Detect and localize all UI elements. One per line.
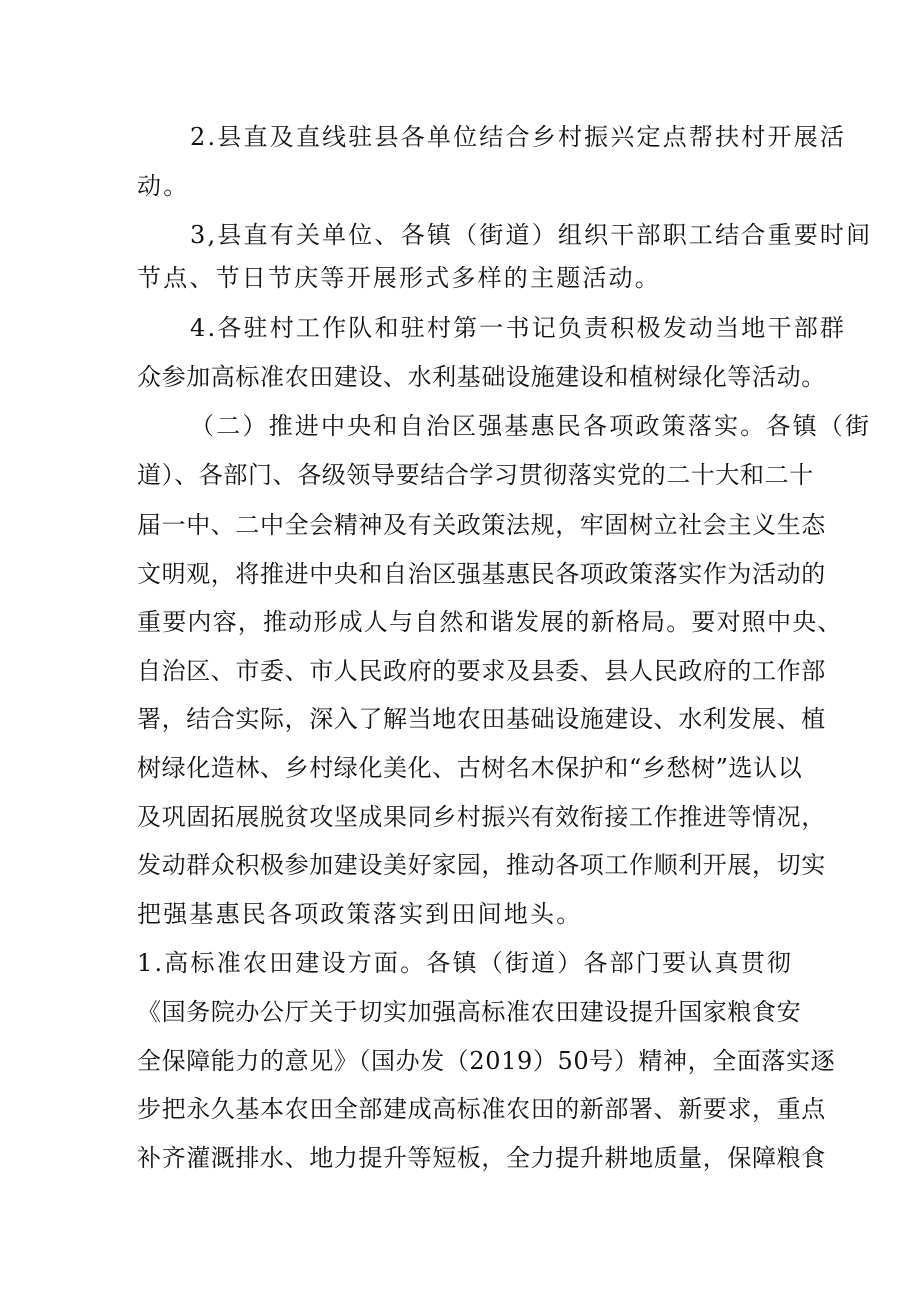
text-line: 4.各驻村工作队和驻村第一书记负责积极发动当地干部群 (190, 314, 847, 342)
text-line: 树绿化造林、乡村绿化美化、古树名木保护和“乡愁树”选认以 (137, 754, 803, 782)
text-line: 节点、节日节庆等开展形式多样的主题活动。 (137, 264, 661, 292)
text-line: 补齐灌溉排水、地力提升等短板，全力提升耕地质量，保障粮食 (137, 1144, 826, 1172)
text-line: 众参加高标准农田建设、水利基础设施建设和植树绿化等活动。 (137, 363, 826, 391)
text-line: （二）推进中央和自治区强基惠民各项政策落实。各镇（街 (190, 412, 872, 440)
text-line: 2.县直及直线驻县各单位结合乡村振兴定点帮扶村开展活 (190, 123, 847, 151)
text-line: 全保障能力的意见》（国办发（2019）50号）精神，全面落实逐 (137, 1047, 836, 1075)
text-line: 《国务院办公厅关于切实加强高标准农田建设提升国家粮食安 (137, 998, 802, 1026)
text-line: 届一中、二中全会精神及有关政策法规，牢固树立社会主义生态 (137, 511, 826, 539)
text-line: 发动群众积极参加建设美好家园，推动各项工作顺利开展，切实 (137, 851, 826, 879)
text-line: 动。 (137, 172, 190, 200)
text-line: 自治区、市委、市人民政府的要求及县委、县人民政府的工作部 (137, 657, 826, 685)
text-line: 重要内容，推动形成人与自然和谐发展的新格局。要对照中央、 (137, 608, 843, 636)
text-line: 及巩固拓展脱贫攻坚成果同乡村振兴有效衔接工作推进等情况， (137, 803, 826, 831)
text-line: 道）、各部门、各级领导要结合学习贯彻落实党的二十大和二十 (137, 461, 814, 489)
text-line: 把强基惠民各项政策落实到田间地头。 (137, 900, 583, 928)
text-line: 3,县直有关单位、各镇（街道）组织干部职工结合重要时间 (190, 221, 873, 249)
text-line: 步把永久基本农田全部建成高标准农田的新部署、新要求，重点 (137, 1095, 826, 1123)
text-line: 1.高标准农田建设方面。各镇（街道）各部门要认真贯彻 (137, 949, 794, 977)
text-line: 署，结合实际，深入了解当地农田基础设施建设、水利发展、植 (137, 705, 826, 733)
text-line: 文明观，将推进中央和自治区强基惠民各项政策落实作为活动的 (137, 560, 826, 588)
